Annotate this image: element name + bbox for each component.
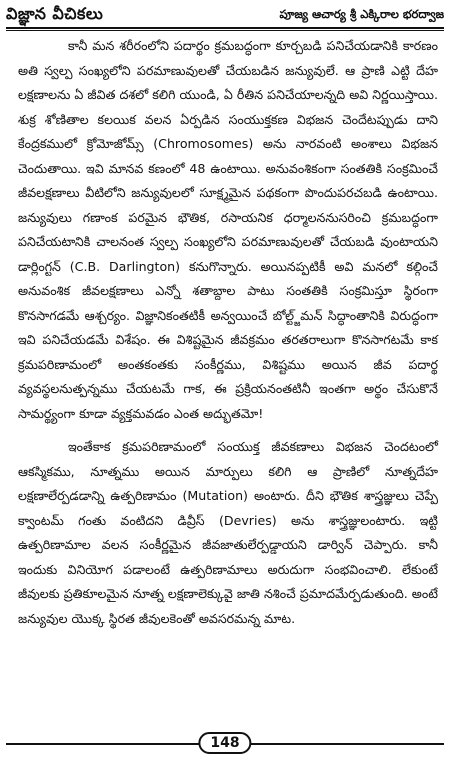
book-title: విజ్ఞాన వీచికలు [6,3,104,23]
paragraph-2: ఇంతేకాక క్రమపరిణామంలో సంయుక్త జీవకణాలు విభజన చెందటంలో ఆకస్మికము, నూత్నము అయిన మార్పులు కలిగి ఆ ప్రాణిలో నూత్నదేహ లక్షణాలేర్పడడాన్ని ఉత్పరిణామం (Mutation) అంటారు. దీని భౌతిక శాస్త్రజ్ఞులు చెప్పే క్వాంటమ్ గంతు వంటిదని డివ్రీస్ (Devries) అను శాస్త్రజ్ఞులంటారు. ఇట్టి ఉత్పరిణామాల వలన సంకీర్ణమైన జీవజాతులేర్పడ్డాయని డార్విన్ చెప్పారు. కానీ ఇందుకు వినియోగ పడాలంటే ఉత్పరిణామాలు అరుదుగా సంభవించాలి. లేకుంటే జీవులకు ప్రతికూలమైన నూత్న లక్షణాలెక్కువై జాతి నశించే ప్రమాదమేర్పడుతుంది. అంటే జన్యువుల యొక్క స్థిరత జీవులకెంతో అవసరమన్న మాట. [18,439,438,626]
page-footer [6,732,444,754]
header-divider [6,30,444,31]
page-header [6,3,444,29]
page-body [18,34,438,631]
paragraph-1: కానీ మన శరీరంలోని పదార్థం క్రమబద్ధంగా కూర్చబడి పనిచేయడానికి కారణం అతి స్వల్ప సంఖ్యలోని పరమాణువులతో చేయబడిన జన్యువులే. ఆ ప్రాణి ఎట్టి దేహ లక్షణాలను ఏ జీవిత దశలో కలిగి యుండి, ఏ రీతిన పనిచేయాలన్నది అవి నిర్ణయిస్తాయి. శుక్ర శోణితాల కలయిక వలన ఏర్పడిన సంయుక్తకణ విభజన చెందేటప్పుడు దాని కేంద్రకములో క్రోమోజోమ్స్ (Chromosomes) అను నారవంటి అంశాలు విభజన చెందుతాయి. ఇవి మానవ కణంలో 48 ఉంటాయి. అనువంశికంగా సంతతికి సంక్రమించే జీవలక్షణాలు వీటిలోని జన్యువులలో సూక్ష్మమైన పథకంగా పొందుపరచబడి ఉంటాయి. జన్యువులు గణాంక పరమైన భౌతిక, రసాయనిక ధర్మాలననుసరించి క్రమబద్ధంగా పనిచేయటానికి చాలనంత స్వల్ప సంఖ్యలోని పరమాణువులతో చేయబడి వుంటాయని డార్లింగ్టన్ (C.B. Darlington) కనుగొన్నారు. అయినప్పటికీ అవి మనలో కల్గించే అనువంశిక జీవలక్షణాలు ఎన్నో శతాబ్దాల పాటు సంతతికి సంక్రమిస్తూ స్థిరంగా కొనసాగడమే ఆశ్చర్యం. విజ్ఞానికంతటికీ అన్వయించే బోల్ట్జ్‌మన్ సిద్ధాంతానికి విరుద్ధంగా ఇవి పనిచేయడమే విశేషం. ఈ విశిష్టమైన జీవక్రమం తరతరాలుగా కొనసాగటమే కాక క్రమపరిణామంలో అంతకంతకు సంకీర్ణము, విశిష్టము అయిన జీవ పదార్థ వ్యవస్థలనుత్పన్నము చేయటమే గాక, ఈ ప్రక్రియనంతటినీ ఇంతగా అర్థం చేసుకొనే సామర్థ్యంగా కూడా వ్యక్తమవడం ఎంత అద్భుతమో! [18,38,438,421]
page-number: 148 [198,732,251,754]
author-name: పూజ్య ఆచార్య శ్రీ ఎక్కిరాల భరద్వాజ [279,6,444,21]
